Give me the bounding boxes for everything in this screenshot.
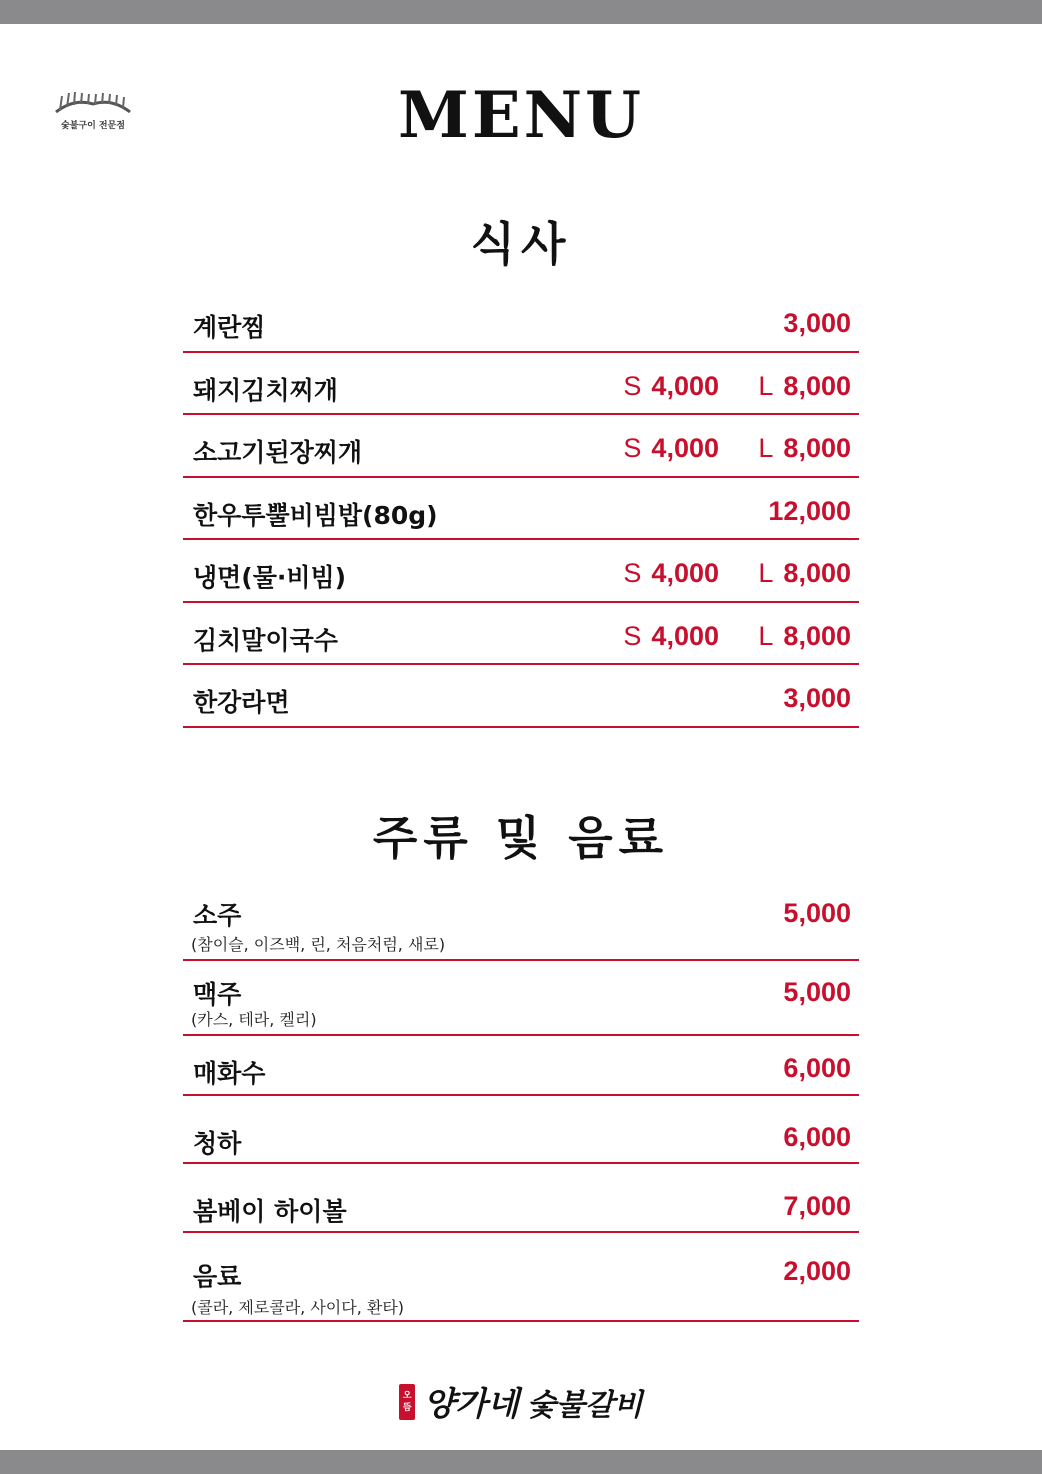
- seal-stamp: [399, 1384, 415, 1420]
- menu-row: [183, 290, 859, 353]
- item-name: 소고기된장찌개: [193, 438, 363, 467]
- drink-section-title: 주류 및 음료: [372, 811, 670, 865]
- item-price: 6,000: [783, 1122, 851, 1152]
- size-large-label: L: [758, 433, 774, 463]
- large-price-value: 8,000: [783, 433, 851, 463]
- item-name: 냉면(물·비빔): [193, 563, 347, 592]
- seal-top-char: 오: [402, 1390, 412, 1401]
- top-frame-bar: [0, 0, 1042, 24]
- size-small-label: S: [623, 370, 642, 401]
- item-price: 3,000: [783, 308, 851, 338]
- menu-row: [183, 665, 859, 728]
- item-price: 5,000: [783, 898, 851, 928]
- item-name: 소주: [193, 901, 242, 930]
- size-large-label: L: [758, 558, 774, 588]
- brand-name: 양가네: [423, 1384, 519, 1423]
- small-price: [623, 371, 719, 402]
- menu-row: [183, 540, 859, 603]
- bottom-frame-bar: [0, 1450, 1042, 1474]
- large-price-value: 8,000: [783, 370, 851, 401]
- size-small-label: S: [623, 433, 642, 463]
- small-price: [623, 558, 719, 589]
- item-price: 2,000: [783, 1256, 851, 1286]
- item-description: (참이슬, 이즈백, 린, 처음처럼, 새로): [191, 935, 446, 954]
- large-price: [758, 558, 851, 589]
- drink-menu-list: [183, 890, 859, 1322]
- size-small-label: S: [623, 558, 642, 588]
- menu-row: [183, 1233, 859, 1322]
- large-price: [758, 621, 851, 652]
- item-price: 3,000: [783, 683, 851, 713]
- item-name: 맥주: [193, 980, 242, 1009]
- menu-row: [183, 961, 859, 1036]
- item-name: 한강라면: [193, 688, 290, 717]
- small-price-value: 4,000: [651, 370, 719, 401]
- item-price: 12,000: [768, 495, 851, 526]
- item-name: 김치말이국수: [193, 625, 338, 655]
- item-name: 청하: [193, 1129, 242, 1158]
- menu-row: [183, 478, 859, 541]
- small-price: [623, 621, 719, 652]
- item-price: 6,000: [783, 1053, 851, 1083]
- item-name: 매화수: [193, 1059, 266, 1088]
- menu-row: [183, 353, 859, 416]
- large-price: [758, 371, 851, 402]
- menu-row: [183, 1096, 859, 1164]
- size-large-label: L: [758, 620, 774, 651]
- seal-bottom-char: 뜸: [402, 1402, 412, 1413]
- item-name: 봄베이 하이볼: [193, 1197, 347, 1226]
- item-description: (카스, 테라, 켈리): [191, 1010, 317, 1029]
- item-name: 돼지김치찌개: [193, 375, 338, 405]
- meal-section-title: 식사: [470, 217, 572, 271]
- logo-caption: 숯불구이 전문점: [61, 121, 125, 131]
- size-small-label: S: [623, 620, 642, 651]
- brand-tagline: 숯불갈비: [526, 1387, 643, 1423]
- size-large-label: L: [758, 370, 774, 401]
- item-description: (콜라, 제로콜라, 사이다, 환타): [191, 1298, 405, 1317]
- meal-menu-list: [183, 290, 859, 728]
- brand-logo-inner: [399, 1378, 643, 1425]
- large-price-value: 8,000: [783, 558, 851, 588]
- item-name: 계란찜: [193, 313, 266, 342]
- small-price-value: 4,000: [651, 620, 719, 651]
- brand-logo: [0, 1378, 1042, 1425]
- large-price-value: 8,000: [783, 620, 851, 651]
- large-price: [758, 433, 851, 464]
- menu-row: [183, 890, 859, 961]
- item-price: 5,000: [783, 977, 851, 1007]
- page-title: MENU: [398, 78, 644, 153]
- small-price-value: 4,000: [651, 433, 719, 463]
- item-name: 음료: [193, 1262, 242, 1291]
- small-price-value: 4,000: [651, 558, 719, 588]
- item-name: 한우투뿔비빔밥(80g): [193, 500, 438, 530]
- small-price: [623, 433, 719, 464]
- menu-row: [183, 603, 859, 666]
- menu-row: [183, 415, 859, 478]
- menu-row: [183, 1164, 859, 1233]
- menu-row: [183, 1036, 859, 1096]
- item-price: 7,000: [783, 1191, 851, 1221]
